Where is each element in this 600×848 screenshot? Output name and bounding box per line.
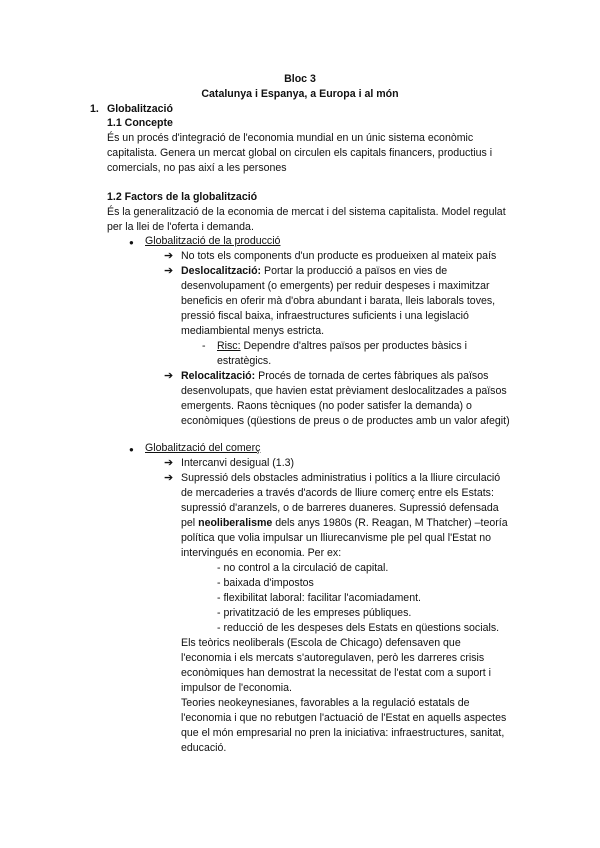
comerc-heading: Globalització del comerç (145, 442, 261, 454)
neoliberal-paragraph-line: econòmiques han demostrat la necessitat de l'estat com a suport i (181, 667, 491, 679)
supressio-line: supressió d'aranzels, o de barreres duaneres. Supressió defensada (181, 502, 499, 514)
deslocalitzacio-term: Deslocalització: (181, 265, 262, 277)
supressio-line: intervingués en economia. Per ex: (181, 547, 342, 559)
deslocalitzacio-line: pressió fiscal baixa, infraestructures suficients i una legislació (181, 310, 469, 322)
example-item: - privatització de les empreses públiques. (217, 607, 412, 619)
neokeynesian-paragraph-line: l'economia i que no rebutgen l'actuació de l'Estat en aquells aspectes (181, 712, 507, 724)
produccio-heading: Globalització de la producció (145, 235, 281, 247)
arrow-icon: ➔ (164, 472, 174, 484)
supressio-line: Supressió dels obstacles administratius i polítics a la lliure circulació (181, 472, 501, 484)
concept-line: capitalista. Genera un mercat global on circulen els capitals financers, productius i (107, 147, 493, 159)
arrow-icon: ➔ (164, 265, 174, 277)
example-item: - no control a la circulació de capital. (217, 562, 389, 574)
neokeynesian-paragraph-line: educació. (181, 742, 227, 754)
concept-line: És un procés d'integració de l'economia mundial en un únic sistema econòmic (107, 132, 474, 144)
relocalitzacio-line: emergents. Raons tècniques (no poder satisfer la demanda) o (181, 400, 472, 412)
supressio-line: pel neoliberalisme dels anys 1980s (R. Reagan, M Thatcher) –teoría (181, 517, 508, 529)
section-number: 1. (90, 103, 99, 115)
supressio-line: política que volia impulsar un lliurecanvisme ple pel qual l'Estat no (181, 532, 491, 544)
document-title: Bloc 3 (284, 73, 316, 85)
neoliberal-paragraph-line: impulsor de l'economia. (181, 682, 292, 694)
neoliberal-paragraph-line: Els teòrics neoliberals (Escola de Chicago) defensaven que (181, 637, 461, 649)
neokeynesian-paragraph-line: Teories neokeynesianes, favorables a la regulació estatals de (181, 697, 470, 709)
bullet-icon: ● (129, 238, 134, 247)
neoliberal-paragraph-line: l'economia i els mercats s'autoregulaven, però les darreres crisis (181, 652, 485, 664)
relocalitzacio-line: desenvolupats, que havien estat prèviament deslocalitzades a països (181, 385, 507, 397)
arrow-icon: ➔ (164, 457, 174, 469)
factors-line: És la generalització de la economia de mercat i del sistema capitalista. Model regulat (107, 206, 506, 218)
subsection-1-1-title: 1.1 Concepte (107, 117, 173, 129)
example-item: - flexibilitat laboral: facilitar l'acomiadament. (217, 592, 421, 604)
risc-term: Risc: (217, 340, 241, 352)
document-subtitle: Catalunya i Espanya, a Europa i al món (201, 88, 399, 100)
relocalitzacio-line: Relocalització: Procés de tornada de certes fàbriques als països (181, 370, 489, 382)
section-title: Globalització (107, 103, 173, 115)
deslocalitzacio-line: desenvolupament (o emergents) per reduir despeses i maximitzar (181, 280, 490, 292)
bullet-icon: ● (129, 445, 134, 454)
neokeynesian-paragraph-line: que el món empresarial no pren la iniciativa: infraestructures, sanitat, (181, 727, 505, 739)
example-item: - reducció de les despeses dels Estats en qüestions socials. (217, 622, 500, 634)
subsection-1-2-title: 1.2 Factors de la globalització (107, 191, 258, 203)
arrow-icon: ➔ (164, 250, 174, 262)
example-item: - baixada d'impostos (217, 577, 314, 589)
comerc-item: Intercanvi desigual (1.3) (181, 457, 295, 469)
neoliberalisme-term: neoliberalisme (198, 517, 273, 529)
factors-line: per la llei de l'oferta i demanda. (107, 221, 254, 233)
arrow-icon: ➔ (164, 370, 174, 382)
deslocalitzacio-line: Deslocalització: Portar la producció a països en vies de (181, 265, 448, 277)
supressio-line: de mercaderies a través d'acords de lliure comerç entre els Estats: (181, 487, 494, 499)
deslocalitzacio-line: mediambiental menys estricta. (181, 325, 325, 337)
risc-line: estratègics. (217, 355, 272, 367)
relocalitzacio-line: econòmiques (qüestions de preus o de productes amb un valor afegit) (181, 415, 510, 427)
deslocalitzacio-line: beneficis en oferir mà d'obra abundant i barata, lleis laborals toves, (181, 295, 496, 307)
concept-line: comercials, no pas així a les persones (107, 162, 287, 174)
risc-dash: - (202, 340, 206, 352)
relocalitzacio-term: Relocalització: (181, 370, 256, 382)
produccio-item: No tots els components d'un producte es produeixen al mateix país (181, 250, 497, 262)
risc-line: Risc: Dependre d'altres països per productes bàsics i (217, 340, 467, 352)
